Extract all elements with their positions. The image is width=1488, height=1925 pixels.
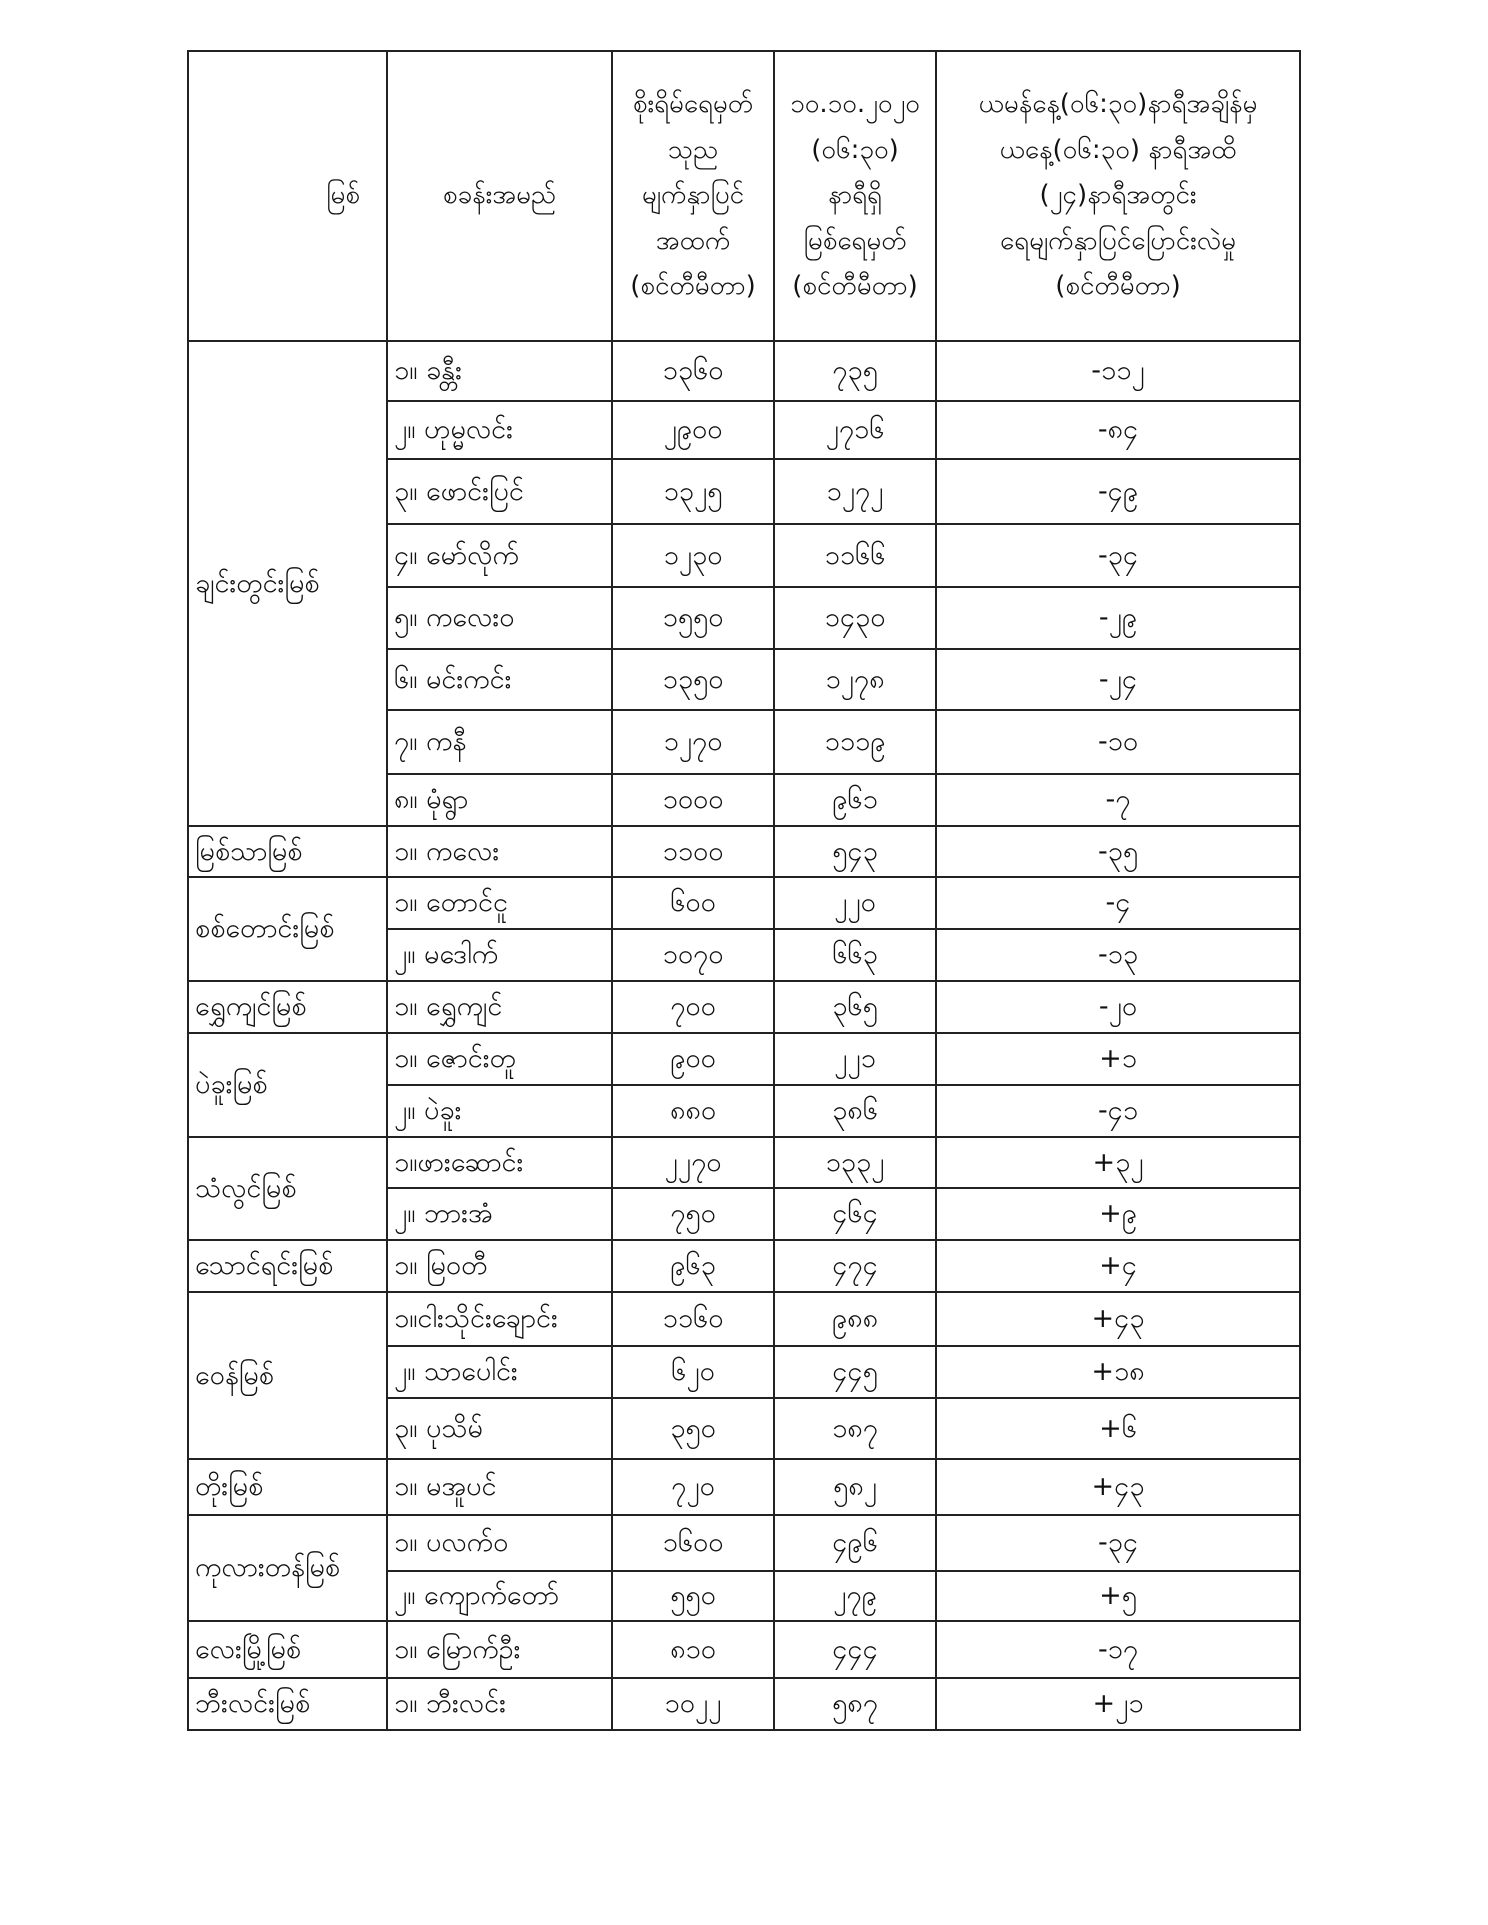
level-change: +၉: [936, 1188, 1300, 1240]
level-change: +၃၂: [936, 1137, 1300, 1188]
level-change: +၁၈: [936, 1346, 1300, 1398]
water-level: ၁၂၇၂: [774, 459, 936, 524]
station-name: ၈။ မုံရွာ: [387, 774, 612, 826]
danger-level: ၅၅၀: [612, 1571, 774, 1621]
danger-level: ၁၃၆၀: [612, 341, 774, 401]
water-level: ၆၆၃: [774, 929, 936, 981]
table-row: [188, 1137, 1300, 1188]
station-name: ၁။ ကလေး: [387, 826, 612, 877]
danger-level: ၁၀၀၀: [612, 774, 774, 826]
water-level: ၁၂၇၈: [774, 649, 936, 710]
table-row: [188, 981, 1300, 1033]
danger-level: ၉၆၃: [612, 1240, 774, 1292]
header-row: [188, 51, 1300, 341]
station-name: ၁။ ခန္တီး: [387, 341, 612, 401]
river-level-table: [187, 50, 1301, 1731]
danger-level: ၃၅၀: [612, 1398, 774, 1459]
level-change: +၁: [936, 1033, 1300, 1085]
river-name: တိုးမြစ်: [188, 1459, 387, 1515]
table-row: [188, 826, 1300, 877]
water-level: ၁၁၆၆: [774, 524, 936, 587]
station-name: ၁။ မြဝတီ: [387, 1240, 612, 1292]
level-change: -၁၀: [936, 710, 1300, 774]
water-level: ၁၃၃၂: [774, 1137, 936, 1188]
level-change: -၃၄: [936, 524, 1300, 587]
station-name: ၅။ ကလေးဝ: [387, 587, 612, 649]
danger-level: ၁၅၅၀: [612, 587, 774, 649]
station-name: ၄။ မော်လိုက်: [387, 524, 612, 587]
water-level: ၁၄၃၀: [774, 587, 936, 649]
danger-level: ၁၃၂၅: [612, 459, 774, 524]
danger-level: ၉၀၀: [612, 1033, 774, 1085]
danger-level: ၆၀၀: [612, 877, 774, 929]
water-level: ၇၃၅: [774, 341, 936, 401]
river-name: ဘီးလင်းမြစ်: [188, 1678, 387, 1730]
level-change: +၄: [936, 1240, 1300, 1292]
level-change: +၄၃: [936, 1459, 1300, 1515]
level-change: -၁၁၂: [936, 341, 1300, 401]
table-row: [188, 877, 1300, 929]
danger-level: ၇၀၀: [612, 981, 774, 1033]
level-change: -၃၅: [936, 826, 1300, 877]
water-level: ၄၆၄: [774, 1188, 936, 1240]
level-change: +၅: [936, 1571, 1300, 1621]
danger-level: ၇၂၀: [612, 1459, 774, 1515]
water-level: ၁၁၁၉: [774, 710, 936, 774]
danger-level: ၁၁၆၀: [612, 1292, 774, 1346]
water-level: ၂၇၉: [774, 1571, 936, 1621]
header-station: စခန်းအမည်: [387, 51, 612, 341]
water-level: ၂၂၀: [774, 877, 936, 929]
station-name: ၃။ ဖောင်းပြင်: [387, 459, 612, 524]
level-change: -၁၃: [936, 929, 1300, 981]
level-change: +၄၃: [936, 1292, 1300, 1346]
table-row: [188, 1240, 1300, 1292]
danger-level: ၂၉၀၀: [612, 401, 774, 459]
danger-level: ၁၀၂၂: [612, 1678, 774, 1730]
water-level: ၄၇၄: [774, 1240, 936, 1292]
table-row: [188, 1459, 1300, 1515]
danger-level: ၈၈၀: [612, 1085, 774, 1137]
river-name: ပဲခူးမြစ်: [188, 1033, 387, 1137]
station-name: ၂။ ကျောက်တော်: [387, 1571, 612, 1621]
station-name: ၁။ငါးသိုင်းချောင်း: [387, 1292, 612, 1346]
water-level: ၅၈၂: [774, 1459, 936, 1515]
water-level: ၉၆၁: [774, 774, 936, 826]
river-name: ရွှေကျင်မြစ်: [188, 981, 387, 1033]
header-danger-level: စိုးရိမ်ရေမှတ် သုညမျက်နှာပြင် အထက် (စင်တီမီတာ): [612, 51, 774, 341]
river-name: မြစ်သာမြစ်: [188, 826, 387, 877]
station-name: ၁။ တောင်ငူ: [387, 877, 612, 929]
station-name: ၁။ ရွှေကျင်: [387, 981, 612, 1033]
water-level: ၅၄၃: [774, 826, 936, 877]
station-name: ၃။ ပုသိမ်: [387, 1398, 612, 1459]
table-row: [188, 341, 1300, 401]
water-level: ၂၇၁၆: [774, 401, 936, 459]
station-name: ၂။ ပဲခူး: [387, 1085, 612, 1137]
level-change: -၈၄: [936, 401, 1300, 459]
station-name: ၂။ မဒေါက်: [387, 929, 612, 981]
station-name: ၂။ ဘားအံ: [387, 1188, 612, 1240]
station-name: ၆။ မင်းကင်း: [387, 649, 612, 710]
station-name: ၇။ ကနီ: [387, 710, 612, 774]
water-level: ၄၄၅: [774, 1346, 936, 1398]
level-change: -၁၇: [936, 1621, 1300, 1678]
danger-level: ၇၅၀: [612, 1188, 774, 1240]
station-name: ၂။ သာပေါင်း: [387, 1346, 612, 1398]
water-level: ၄၄၄: [774, 1621, 936, 1678]
level-change: -၂၉: [936, 587, 1300, 649]
table-row: [188, 1515, 1300, 1571]
water-level: ၁၈၇: [774, 1398, 936, 1459]
river-name: ကုလားတန်မြစ်: [188, 1515, 387, 1621]
header-change: ယမန်နေ့(၀၆:၃၀)နာရီအချိန်မှ ယနေ့(၀၆:၃၀) နာရီအထိ (၂၄)နာရီအတွင်း ရေမျက်နှာပြင်ပြောင်းလဲမှု (စင်တီမီတာ): [936, 51, 1300, 341]
station-name: ၁။ဖားဆောင်း: [387, 1137, 612, 1188]
table-row: [188, 1292, 1300, 1346]
danger-level: ၁၀၇၀: [612, 929, 774, 981]
header-water-level: ၁၀.၁၀.၂၀၂၀ (၀၆:၃၀) နာရီရှိ မြစ်ရေမှတ် (စင်တီမီတာ): [774, 51, 936, 341]
river-name: ချင်းတွင်းမြစ်: [188, 341, 387, 826]
level-change: -၇: [936, 774, 1300, 826]
water-level: ၄၉၆: [774, 1515, 936, 1571]
level-change: -၂၄: [936, 649, 1300, 710]
danger-level: ၁၁၀၀: [612, 826, 774, 877]
river-name: သောင်ရင်းမြစ်: [188, 1240, 387, 1292]
danger-level: ၁၃၅၀: [612, 649, 774, 710]
water-level: ၃၈၆: [774, 1085, 936, 1137]
station-name: ၁။ မအူပင်: [387, 1459, 612, 1515]
danger-level: ၁၂၇၀: [612, 710, 774, 774]
station-name: ၁။ ဇောင်းတူ: [387, 1033, 612, 1085]
level-change: -၄: [936, 877, 1300, 929]
water-level: ၉၈၈: [774, 1292, 936, 1346]
header-river: မြစ်: [188, 51, 387, 341]
level-change: +၆: [936, 1398, 1300, 1459]
river-name: စစ်တောင်းမြစ်: [188, 877, 387, 981]
level-change: -၃၄: [936, 1515, 1300, 1571]
table-row: [188, 1678, 1300, 1730]
level-change: +၂၁: [936, 1678, 1300, 1730]
water-level: ၂၂၁: [774, 1033, 936, 1085]
danger-level: ၆၂၀: [612, 1346, 774, 1398]
level-change: -၄၁: [936, 1085, 1300, 1137]
water-level: ၅၈၇: [774, 1678, 936, 1730]
station-name: ၂။ ဟုမ္မလင်း: [387, 401, 612, 459]
river-name: ဝေန်မြစ်: [188, 1292, 387, 1459]
danger-level: ၁၆၀၀: [612, 1515, 774, 1571]
danger-level: ၈၁၀: [612, 1621, 774, 1678]
danger-level: ၂၂၇၀: [612, 1137, 774, 1188]
table-row: [188, 1033, 1300, 1085]
station-name: ၁။ ပလက်ဝ: [387, 1515, 612, 1571]
river-name: လေးမြို့မြစ်: [188, 1621, 387, 1678]
station-name: ၁။ ဘီးလင်း: [387, 1678, 612, 1730]
water-level: ၃၆၅: [774, 981, 936, 1033]
river-name: သံလွင်မြစ်: [188, 1137, 387, 1240]
level-change: -၄၉: [936, 459, 1300, 524]
table-row: [188, 1621, 1300, 1678]
danger-level: ၁၂၃၀: [612, 524, 774, 587]
level-change: -၂၀: [936, 981, 1300, 1033]
station-name: ၁။ မြောက်ဦး: [387, 1621, 612, 1678]
